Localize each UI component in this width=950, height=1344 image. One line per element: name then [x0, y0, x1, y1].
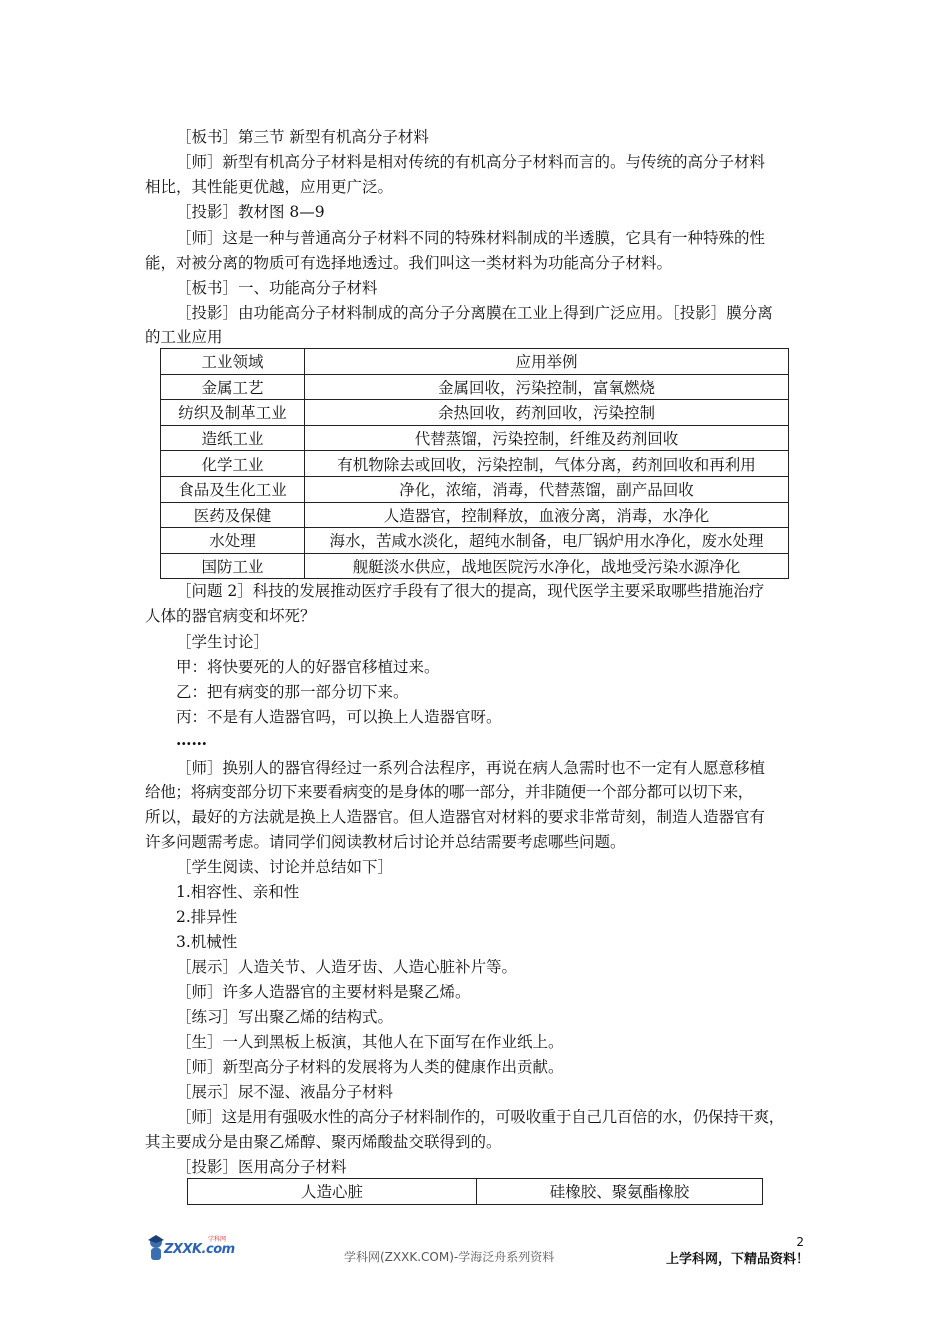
- list-item: 2.排异性: [176, 908, 238, 926]
- table-cell: 代替蒸馏，污染控制，纤维及药剂回收: [305, 425, 789, 451]
- table-cell: 海水，苦咸水淡化，超纯水制备，电厂锅炉用水净化，废水处理: [305, 528, 789, 554]
- paragraph-line: ［师］许多人造器官的主要材料是聚乙烯。: [176, 983, 471, 1001]
- table-header-cell: 应用举例: [305, 349, 789, 375]
- table-cell: 水处理: [161, 528, 305, 554]
- paragraph-line: ［师］换别人的器官得经过一系列合法程序，再说在病人急需时也不一定有人愿意移植: [176, 759, 766, 777]
- table-row: [161, 451, 789, 477]
- table-row: [161, 476, 789, 502]
- membrane-application-table: [160, 348, 789, 579]
- paragraph-line: 甲：将快要死的人的好器官移植过来。: [176, 658, 440, 676]
- footer-right-text: 上学科网，下精品资料！: [666, 1252, 810, 1267]
- table-cell: 人造心脏: [188, 1179, 477, 1205]
- table-cell: 硅橡胶、聚氨酯橡胶: [477, 1179, 763, 1205]
- board-subheading: ［板书］一、功能高分子材料: [176, 279, 378, 297]
- table-row: [161, 553, 789, 579]
- table-cell: 纺织及制革工业: [161, 400, 305, 426]
- paragraph-line: 其主要成分是由聚乙烯醇、聚丙烯酸盐交联得到的。: [145, 1133, 502, 1151]
- logo-small-text: 学科网: [208, 1236, 227, 1243]
- paragraph-line: ［师］新型高分子材料的发展将为人类的健康作出贡献。: [176, 1058, 564, 1076]
- paragraph-line: 乙：把有病变的那一部分切下来。: [176, 683, 409, 701]
- paragraph-line: 能，对被分离的物质可有选择地透过。我们叫这一类材料为功能高分子材料。: [145, 254, 673, 272]
- table-cell: 舰艇淡水供应，战地医院污水净化，战地受污染水源净化: [305, 553, 789, 579]
- table-header-cell: 工业领域: [161, 349, 305, 375]
- paragraph-line: ［师］这是一种与普通高分子材料不同的特殊材料制成的半透膜，它具有一种特殊的性: [176, 229, 766, 247]
- table-cell: 化学工业: [161, 451, 305, 477]
- mascot-icon: [146, 1234, 166, 1262]
- paragraph-line: ［展示］尿不湿、液晶分子材料: [176, 1083, 394, 1101]
- table-cell: 医药及保健: [161, 502, 305, 528]
- paragraph-line: ［投影］由功能高分子材料制成的高分子分离膜在工业上得到广泛应用。［投影］膜分离: [176, 304, 773, 322]
- table-cell: 食品及生化工业: [161, 476, 305, 502]
- table-cell: 金属回收，污染控制，富氧燃烧: [305, 374, 789, 400]
- paragraph-line: ［师］这是用有强吸水性的高分子材料制作的，可吸收重于自己几百倍的水，仍保持干爽，: [176, 1108, 785, 1126]
- table-cell: 余热回收，药剂回收，污染控制: [305, 400, 789, 426]
- list-item: 3.机械性: [176, 933, 238, 951]
- board-heading: ［板书］第三节 新型有机高分子材料: [176, 128, 429, 146]
- table-row: [161, 425, 789, 451]
- paragraph-line: ［学生讨论］: [176, 633, 270, 651]
- table-row: [161, 400, 789, 426]
- list-item: 1.相容性、亲和性: [176, 883, 300, 901]
- ellipsis: ……: [176, 730, 207, 749]
- paragraph-line: 的工业应用: [145, 328, 223, 346]
- paragraph-line: ［投影］医用高分子材料: [176, 1158, 347, 1176]
- table-cell: 净化，浓缩，消毒，代替蒸馏，副产品回收: [305, 476, 789, 502]
- page-number: 2: [796, 1235, 804, 1249]
- table-row: [161, 528, 789, 554]
- table-cell: 金属工艺: [161, 374, 305, 400]
- medical-polymer-table: [187, 1178, 763, 1205]
- table-row: [161, 374, 789, 400]
- table-row: [188, 1179, 763, 1205]
- paragraph-line: ［师］新型有机高分子材料是相对传统的有机高分子材料而言的。与传统的高分子材料: [176, 153, 766, 171]
- paragraph-line: ［生］一人到黑板上板演，其他人在下面写在作业纸上。: [176, 1033, 564, 1051]
- footer-logo: [146, 1232, 236, 1264]
- table-row: [161, 502, 789, 528]
- table-cell: 人造器官，控制释放，血液分离，消毒，水净化: [305, 502, 789, 528]
- paragraph-line: ［投影］教材图 8—9: [176, 203, 325, 221]
- paragraph-line: 人体的器官病变和坏死？: [145, 607, 316, 625]
- footer-center-text: 学科网(ZXXK.COM)-学海泛舟系列资料: [344, 1250, 555, 1264]
- paragraph-line: 许多问题需考虑。请同学们阅读教材后讨论并总结需要考虑哪些问题。: [145, 833, 626, 851]
- table-header-row: [161, 349, 789, 375]
- paragraph-line: 丙：不是有人造器官吗，可以换上人造器官呀。: [176, 708, 502, 726]
- paragraph-line: ［学生阅读、讨论并总结如下］: [176, 858, 394, 876]
- paragraph-line: ［问题 2］科技的发展推动医疗手段有了很大的提高，现代医学主要采取哪些措施治疗: [176, 582, 765, 600]
- paragraph-line: 所以，最好的方法就是换上人造器官。但人造器官对材料的要求非常苛刻，制造人造器官有: [145, 808, 766, 826]
- paragraph-line: 相比，其性能更优越，应用更广泛。: [145, 178, 394, 196]
- table-cell: 有机物除去或回收，污染控制，气体分离，药剂回收和再利用: [305, 451, 789, 477]
- table-cell: 国防工业: [161, 553, 305, 579]
- paragraph-line: 给他；将病变部分切下来要看病变的是身体的哪一部分，并非随便一个部分都可以切下来，: [145, 783, 754, 801]
- logo-wordmark: ZXXK.com: [164, 1242, 235, 1257]
- table-cell: 造纸工业: [161, 425, 305, 451]
- paragraph-line: ［练习］写出聚乙烯的结构式。: [176, 1008, 394, 1026]
- paragraph-line: ［展示］人造关节、人造牙齿、人造心脏补片等。: [176, 958, 518, 976]
